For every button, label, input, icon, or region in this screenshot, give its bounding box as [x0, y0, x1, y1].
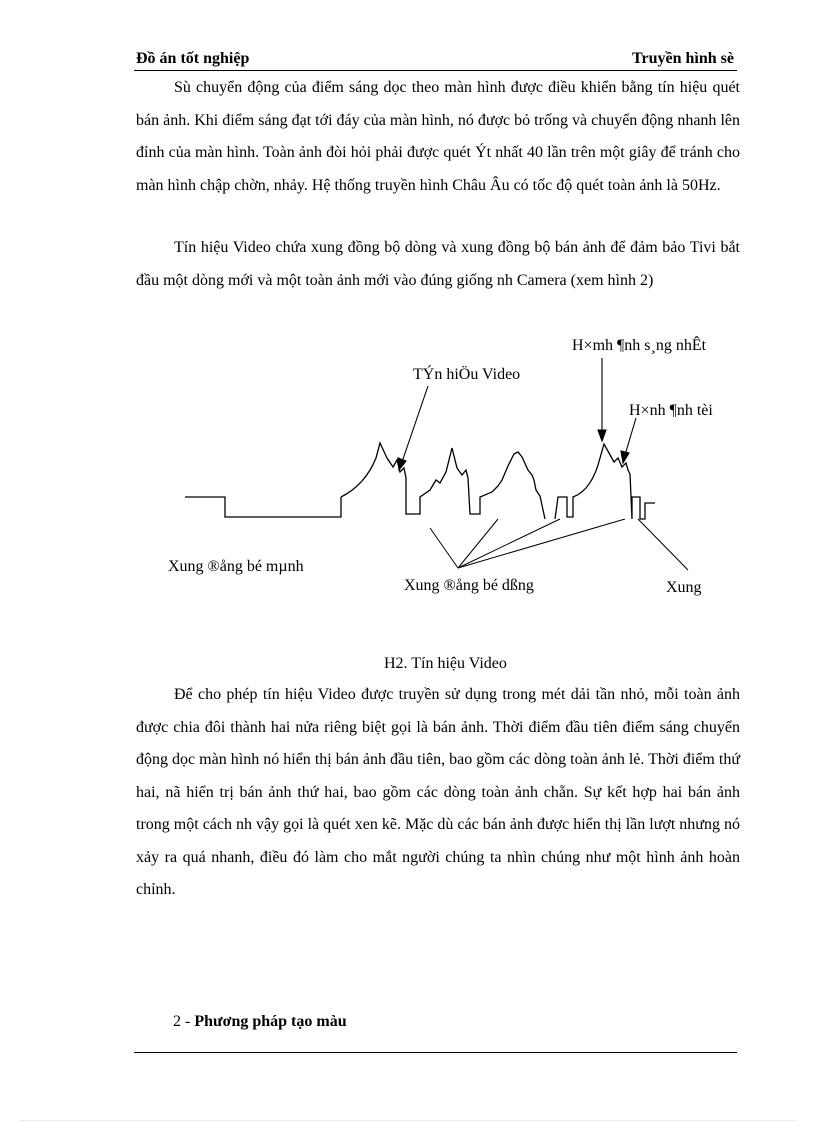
label-hsync: Xung ®ång bé dßng: [404, 577, 534, 594]
video-bump-2: [555, 444, 655, 519]
page-bottom-border: [20, 1120, 796, 1121]
label-vsync: Xung ®ång bé mµnh: [168, 558, 304, 575]
pulse-line: [638, 519, 688, 570]
paragraph-2: Tín hiệu Video chứa xung đồng bộ dòng và xung đồng bộ bán ảnh để đảm bảo Tivi bắt đầu một dòng mới và một toàn ảnh mới vào đúng giống nh Camera (xem hình 2): [136, 239, 740, 289]
header-right: Truyền hình sè: [632, 50, 734, 67]
vsync-waveform: [185, 497, 341, 517]
section-number: 2 -: [173, 1013, 195, 1030]
hsync-line-1: [430, 528, 458, 568]
paragraph-3: Để cho phép tín hiệu Video được truyền sử dụng trong mét dải tần nhỏ, mỗi toàn ảnh được chia đôi thành hai nửa riêng biệt gọi là bán ảnh. Thời điểm đầu tiên điểm sáng chuyển động dọc màn hình nó hiển thị bán ảnh đầu tiên, bao gồm các dòng toàn ảnh lẻ. Thời điểm thứ hai, nã hiển trị bán ảnh thứ hai, bao gồm các dòng toàn ảnh chẵn. Sự kết hợp hai bán ảnh trong một cách nh vậy gọi là quét xen kẽ. Mặc dù các bán ảnh được hiển thị lần lượt nhưng nó xảy ra quá nhanh, điều đó làm cho mắt người chúng ta nhìn chúng như một hình ảnh hoàn chỉnh.: [136, 686, 740, 898]
label-bright-image: H×mh ¶nh s¸ng nhÊt: [572, 337, 707, 354]
section-heading: [173, 1013, 347, 1031]
header-left: Đồ án tốt nghiệp: [136, 50, 250, 67]
hsync-line-2: [458, 519, 498, 568]
footer-rule: [134, 1052, 737, 1053]
arrow-dark-image: [625, 418, 636, 455]
arrow-video-signal: [402, 386, 428, 462]
video-bump-1: [341, 443, 545, 519]
hsync-line-3: [458, 519, 560, 568]
label-video-signal: TÝn hiÖu Video: [413, 366, 521, 383]
figure-caption: H2. Tín hiệu Video: [384, 655, 507, 672]
hsync-line-4: [458, 519, 625, 568]
paragraph-1: Sù chuyển động của điểm sáng dọc theo màn hình được điều khiển bằng tín hiệu quét bán ảnh. Khi điểm sáng đạt tới đáy của màn hình, nó được bỏ trống và chuyển động nhanh lên đỉnh của màn hình. Toàn ảnh đòi hỏi phải được quét Ýt nhất 40 lần trên một giây để tránh cho màn hình chập chờn, nhảy. Hệ thống truyền hình Châu Âu có tốc độ quét toàn ảnh là 50Hz.: [136, 79, 740, 194]
label-pulse: Xung: [666, 579, 702, 596]
section-title: Phương pháp tạo màu: [194, 1013, 347, 1030]
label-dark-image: H×nh ¶nh tèi: [629, 402, 713, 419]
